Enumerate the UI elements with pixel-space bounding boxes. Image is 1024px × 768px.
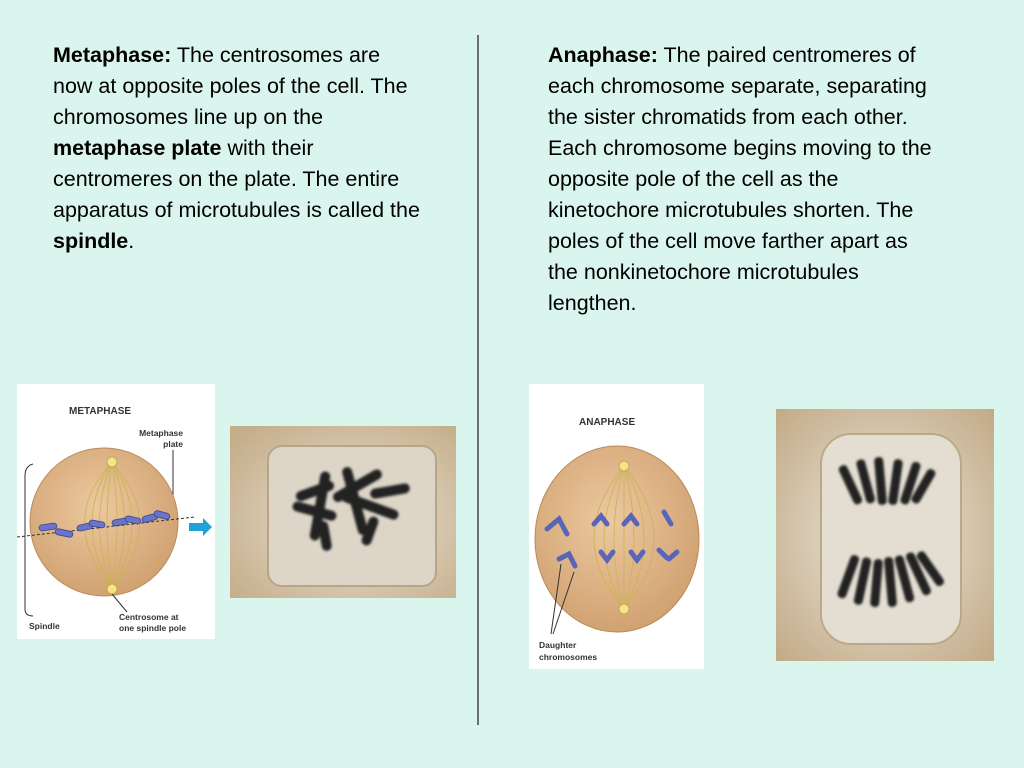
anaphase-figure-title: ANAPHASE [579,417,636,428]
metaphase-diagram-svg [17,384,215,639]
metaphase-arrow-icon [189,518,212,536]
centrosome-label-line1: Centrosome at [119,612,179,622]
metaphase-micrograph [230,426,456,598]
metaphase-plate-term: metaphase plate [53,136,222,160]
metaphase-paragraph [53,40,425,257]
metaphase-bottom-centrosome [107,584,117,594]
metaphase-heading: Metaphase: [53,43,172,67]
metaphase-text-2: with their centromeres on the plate. The entire apparatus of microtubules is called the [53,136,420,222]
daughter-label-line2: chromosomes [539,652,598,662]
metaphase-text-3: . [128,229,135,253]
anaphase-diagram-svg [529,384,704,669]
centrosome-leader [112,594,127,612]
metaphase-text-1: The centrosomes are now at opposite poles of the cell. The chromosomes line up on the [53,43,408,129]
anaphase-paragraph [548,40,943,319]
metaphase-figure-title: METAPHASE [69,406,132,417]
anaphase-bottom-centrosome [619,604,629,614]
anaphase-text: The paired centromeres of each chromosome separate, separating the sister chromatids from each other. Each chromosome begins moving to the opposite pole of the cell as the kinetochore microtubules shorten. The poles of the cell move farther apart as the nonkinetochore microtubules lengthen. [548,43,932,315]
metaphase-micrograph-svg [230,426,456,598]
anaphase-diagram [529,384,704,669]
metaphase-top-centrosome [107,457,117,467]
anaphase-heading: Anaphase: [548,43,658,67]
anaphase-cell [535,446,699,632]
spindle-label: Spindle [29,621,60,631]
daughter-label-line1: Daughter [539,640,577,650]
centrosome-label-line2: one spindle pole [119,623,187,633]
metaphase-plate-label-line2: plate [163,439,183,449]
metaphase-diagram [17,384,215,639]
column-divider [477,35,479,725]
spindle-term: spindle [53,229,129,253]
anaphase-micrograph [776,409,994,661]
anaphase-micrograph-svg [776,409,994,661]
anaphase-top-centrosome [619,461,629,471]
metaphase-plate-label-line1: Metaphase [139,428,183,438]
